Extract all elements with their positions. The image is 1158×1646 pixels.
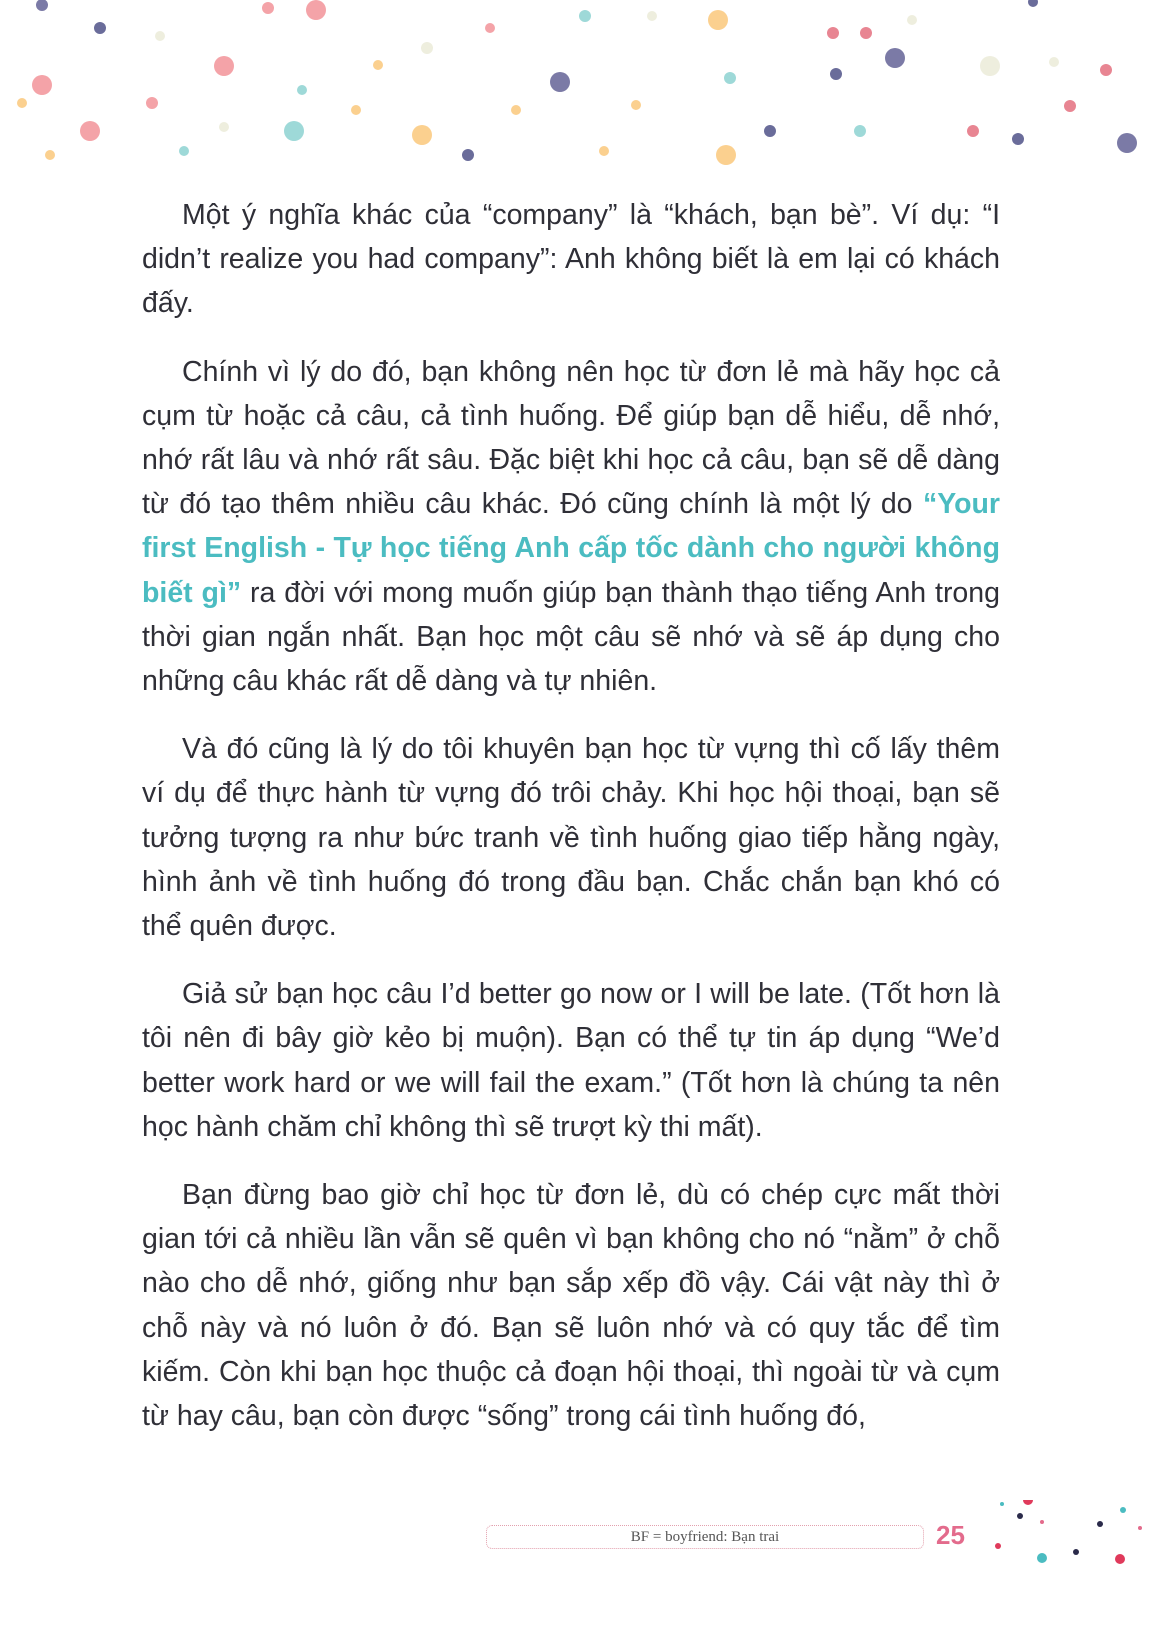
paragraph: Giả sử bạn học câu I’d better go now or I will be late. (Tốt hơn là tôi nên đi bây giờ kẻo bị muộn). Bạn có thể tự tin áp dụng “We’d better work hard or we will fail the exam.” (Tốt hơn là chúng ta nên học hành chăm chỉ không thì sẽ trượt kỳ thi mất). xyxy=(142,978,1000,1143)
body-text xyxy=(142,193,1000,1462)
page-number: 25 xyxy=(936,1520,965,1550)
paragraph: Và đó cũng là lý do tôi khuyên bạn học từ vựng thì cố lấy thêm ví dụ để thực hành từ vựng đó trôi chảy. Khi học hội thoại, bạn sẽ tưởng tượng ra như bức tranh về tình huống giao tiếp hằng ngày, hình ảnh về tình huống đó trong đầu bạn. Chắc chắn bạn khó có thể quên được. xyxy=(142,733,1000,943)
decorative-dots-header xyxy=(0,0,1158,180)
paragraph: Bạn đừng bao giờ chỉ học từ đơn lẻ, dù có chép cực mất thời gian tới cả nhiều lần vẫn sẽ quên vì bạn không cho nó “nằm” ở chỗ nào cho dễ nhớ, giống như bạn sắp xếp đồ vậy. Cái vật này thì ở chỗ này và nó luôn ở đó. Bạn sẽ luôn nhớ và có quy tắc để tìm kiếm. Còn khi bạn học thuộc cả đoạn hội thoại, thì ngoài từ và cụm từ hay câu, bạn còn được “sống” trong cái tình huống đó, xyxy=(142,1179,1000,1433)
footnote-text: BF = boyfriend: Bạn trai xyxy=(630,1529,780,1545)
footnote-box xyxy=(486,1525,924,1549)
paragraph: Một ý nghĩa khác của “company” là “khách, bạn bè”. Ví dụ: “I didn’t realize you had company”: Anh không biết là em lại có khách đấy. xyxy=(142,199,1000,320)
book-title-highlight: “Your first English - Tự học tiếng Anh cấp tốc dành cho người không biết gì” xyxy=(142,488,1000,609)
paragraph-text: ra đời với mong muốn giúp bạn thành thạo tiếng Anh trong thời gian ngắn nhất. Bạn học một câu sẽ nhớ và sẽ áp dụng cho những câu khác rất dễ dàng và tự nhiên. xyxy=(142,576,1000,698)
paragraph-text: Chính vì lý do đó, bạn không nên học từ đơn lẻ mà hãy học cả cụm từ hoặc cả câu, cả tình huống. Để giúp bạn dễ hiểu, dễ nhớ, nhớ rất lâu và nhớ rất sâu. Đặc biệt khi học cả câu, bạn sẽ dễ dàng từ đó tạo thêm nhiều câu khác. Đó cũng chính là một lý do xyxy=(142,355,1000,521)
paragraph xyxy=(142,350,1000,704)
decorative-dots-footer xyxy=(990,1500,1158,1646)
